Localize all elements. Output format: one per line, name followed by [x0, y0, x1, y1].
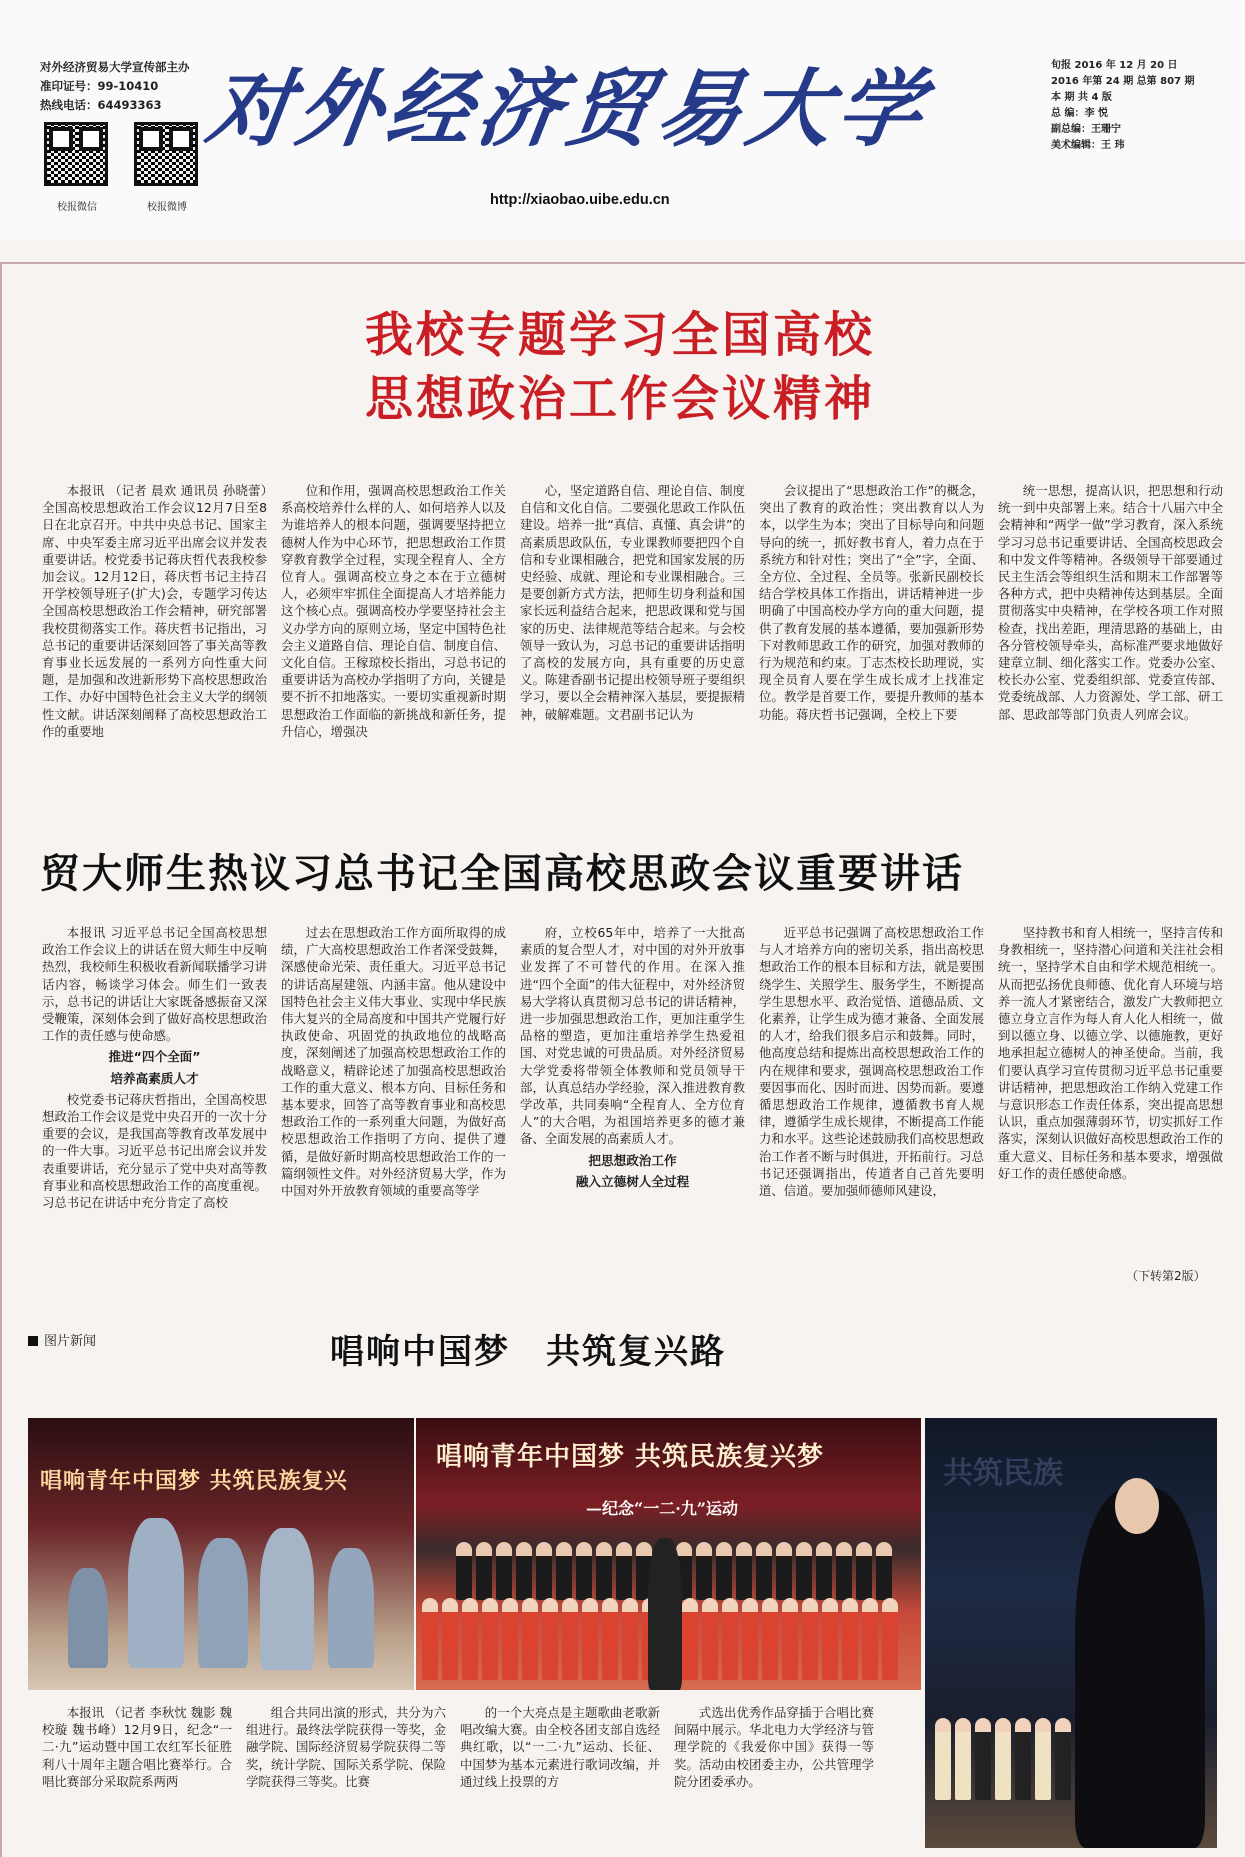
- issue-date: 旬报 2016 年 12 月 20 日: [1051, 60, 1178, 71]
- website-url[interactable]: http://xiaobao.uibe.edu.cn: [490, 192, 670, 208]
- photo-news-column: [42, 1704, 232, 1850]
- photo-banner-text: 唱响青年中国梦 共筑民族复兴梦: [436, 1442, 825, 1472]
- photo-news-label-text: 图片新闻: [44, 1334, 97, 1349]
- performer-figure: [68, 1568, 108, 1668]
- choir-row: [935, 1718, 1071, 1800]
- conductor-figure: [648, 1538, 682, 1690]
- photo-banner-text: 唱响青年中国梦 共筑民族复兴: [40, 1468, 348, 1494]
- qr-caption-wechat: 校报微信: [57, 202, 97, 213]
- square-bullet-icon: [28, 1336, 38, 1346]
- photo-banner-text: 共筑民族: [943, 1456, 1063, 1491]
- story2-column: [520, 924, 745, 1279]
- story1-text: 本报讯 （记者 晨欢 通讯员 孙晓蕾）全国高校思想政治工作会议12月7日至8日在北京召开。中共中央总书记、国家主席、中央军委主席习近平出席会议并发表重要讲话。校党委书记蒋庆哲代表我校参加会议。12月12日，蒋庆哲书记主持召开学校领导班子(扩大)会，专题学习传达全国高校思想政治工作会精神，研究部署我校贯彻落实工作。蒋庆哲书记指出，习总书记的重要讲话深刻回答了事关高等教育事业长远发展的一系列方向性重大问题，是加强和改进新形势下高校思想政治工作、办好中国特色社会主义大学的纲领性文献。讲话深刻阐释了高校思想政治工作的重要地: [42, 483, 267, 739]
- issue-number: 2016 年第 24 期 总第 807 期: [1051, 76, 1195, 87]
- story2-text: 近平总书记强调了高校思想政治工作与人才培养方向的密切关系，指出高校思想政治工作的根本目标和方法，就是要围绕学生、关照学生、服务学生，不断提高学生思想水平、政治觉悟、道德品质、文化素养，让学生成为德才兼备、全面发展的人才，给我们很多启示和鼓舞。同时，他高度总结和提炼出高校思想政治工作的内在规律和要求，强调高校思想政治工作要因事而化、因时而进、因势而新。要遵循思想政治工作规律，遵循教书育人规律，遵循学生成长规律，不断提高工作能力和水平。这些论述鼓励我们高校思想政治工作者不断与时俱进，开拓前行。习总书记还强调指出，传道者自己首先要明道、信道。要加强师德师风建设，: [759, 925, 984, 1199]
- story1-column: [759, 482, 984, 820]
- story2-text: 坚持教书和育人相统一，坚持言传和身教相统一，坚持潜心问道和关注社会相统一，坚持学术自由和学术规范相统一。从而把弘扬优良师德、优化育人环境与培养一流人才紧密结合，激发广大教师把立德立身立言作为每人育人化人相统一，做到以德立身、以德立学、以德施教，更好地承担起立德树人的神圣使命。当前，我们要认真学习宣传贯彻习近平总书记重要讲话精神，把思想政治工作纳入党建工作与意识形态工作责任体系，突出提高思想认识，重点加强薄弱环节，切实抓好工作落实，深刻认识做好高校思想政治工作的重大意义、目标任务和基本要求，增强做好工作的责任感使命感。: [998, 925, 1223, 1181]
- qr-caption-weibo: 校报微博: [147, 202, 187, 213]
- story2-text: 府，立校65年中，培养了一大批高素质的复合型人才，对中国的对外开放事业发挥了不可替代的作用。在深入推进“四个全面”的伟大征程中，对外经济贸易大学将认真贯彻习总书记的讲话精神，进一步加强思想政治工作，更加注重学生品格的塑造，更加注重培养学生热爱祖国、对党忠诚的可贵品质。对外经济贸易大学党委将带领全体教师和党员领导干部，认真总结办学经验，深入推进教育教学改革，共同奏响“全程育人、全方位育人”的大合唱，为祖国培养更多的德才兼备、全面发展的高素质人才。: [520, 925, 745, 1147]
- qr-codes: [44, 122, 198, 186]
- performer-figure: [128, 1518, 184, 1668]
- story1-text: 心，坚定道路自信、理论自信、制度自信和文化自信。二要强化思政工作队伍建设。培养一批“真信、真懂、真会讲”的高素质思政队伍，专业课教师要把四个自信和专业课相融合，把党和国家发展的历史经验、成就、理论和专业课相融合。三是要创新方式方法，把师生切身利益和国家长远利益结合起来，把思政课和党与国家的历史、法律规范等结合起来。与会校领导一致认为，习总书记的重要讲话指明了高校的发展方向，具有重要的历史意义。陈建香副书记提出校领导班子要组织学习，要以全会精神深入基层，要提振精神，破解难题。文君副书记认为: [520, 483, 745, 722]
- issue-info: [1051, 58, 1241, 154]
- continue-note: （下转第2版）: [1126, 1269, 1206, 1283]
- photo-conductor: [925, 1418, 1217, 1848]
- story2-subhead: 把思想政治工作: [588, 1152, 677, 1168]
- photo-news-text: 本报讯 （记者 李秋忱 魏影 魏校璇 魏书峰）12月9日，纪念“一二·九”运动暨中国工农红军长征胜利八十周年主题合唱比赛举行。合唱比赛部分采取院系两两: [42, 1705, 232, 1789]
- hotline-line: 热线电话：64493363: [40, 98, 162, 112]
- story2-column: [759, 924, 984, 1279]
- story2-column: [998, 924, 1223, 1279]
- story2-text: 本报讯 习近平总书记全国高校思想政治工作会议上的讲话在贸大师生中反响热烈，我校师生积极收看新闻联播学习讲话内容，畅谈学习体会。师生们一致表示，总书记的讲话让大家既备感振奋又深受鞭策，深刻体会到了做好高校思想政治工作的责任感与使命感。: [42, 925, 267, 1044]
- story2-body: [42, 924, 1223, 1279]
- story1-column: [998, 482, 1223, 820]
- conductor-figure: [1075, 1488, 1205, 1848]
- story1-text: 统一思想，提高认识，把思想和行动统一到中央部署上来。结合十八届六中全会精神和“两学一做”学习教育，深入系统学习习总书记重要讲话、全国高校思政会和中发文件等精神。各级领导干部要通过民主生活会等组织生活和期末工作部署等各种方式，把中央精神传达到基层。全面贯彻落实中央精神，在学校各项工作对照检查，找出差距，理清思路的基础上，由各分管校领导牵头，高标准严要求地做好建章立制、细化落实工作。党委办公室、校长办公室、党委组织部、党委宣传部、党委统战部、人力资源处、学工部、研工部、思政部等部门负责人列席会议。: [998, 483, 1223, 722]
- chief-editor: 总 编：李 悦: [1051, 108, 1108, 119]
- story2-subhead: 推进“四个全面”: [108, 1049, 201, 1065]
- photo-choir-stage: [416, 1418, 921, 1690]
- photo-news-column: [460, 1704, 660, 1850]
- deputy-editor: 副总编：王珊宁: [1051, 124, 1121, 135]
- weibo-qr-code[interactable]: [134, 122, 198, 186]
- story1-column: [520, 482, 745, 820]
- wechat-qr-code[interactable]: [44, 122, 108, 186]
- story2-subhead: 培养高素质人才: [110, 1070, 199, 1086]
- photo-news-text: 的一个大亮点是主题歌曲老歌新唱改编大赛。由全校各团支部自选经典红歌，以“一二·九”运动、长征、中国梦为基本元素进行歌词改编，并通过线上投票的方: [460, 1705, 660, 1789]
- photo-news-column: [246, 1704, 446, 1850]
- story2-text: 校党委书记蒋庆哲指出，全国高校思想政治工作会议是党中央召开的一次十分重要的会议，是我国高等教育改革发展中的一件大事。习近平总书记出席会议并发表重要讲话，充分显示了党中央对高等教育事业和高校思想政治工作的高度重视。习总书记在讲话中充分肯定了高校: [42, 1091, 267, 1211]
- publisher-line: 对外经济贸易大学宣传部主办: [40, 60, 190, 74]
- story1-text: 会议提出了“思想政治工作”的概念，突出了教育的政治性；突出教育以人为本，以学生为本；突出了目标导向和问题导向的统一，抓好教书育人，着力点在于系统方和针对性；突出了“全”字，全面、全方位、全过程、全员等。张新民副校长结合学校具体工作指出，讲话精神进一步明确了中国高校办学方向的重大问题，提供了教育发展的基本遵循，要加强新形势下对教师思政工作的研究，加强对教师的行为规范和约束。丁志杰校长助理说，实现全员育人要在学生成长成才上找准定位。教学是首要工作，要提升教师的基本功能。蒋庆哲书记强调，全校上下要: [759, 483, 984, 722]
- photo-dance-performance: [28, 1418, 414, 1690]
- photo-news-headline: 唱响中国梦 共筑复兴路: [330, 1332, 726, 1372]
- art-editor: 美术编辑：王 玮: [1051, 140, 1125, 151]
- performer-figure: [260, 1528, 314, 1670]
- performer-figure: [198, 1538, 248, 1668]
- conductor-face: [1115, 1478, 1159, 1534]
- story2-headline: 贸大师生热议习总书记全国高校思政会议重要讲话: [40, 850, 964, 897]
- story1-headline-line1: 我校专题学习全国高校: [364, 307, 875, 363]
- story2-column: [42, 924, 267, 1279]
- permit-line: 准印证号：99-10410: [40, 79, 159, 93]
- photo-news-column: [674, 1704, 874, 1850]
- photo-news-text: 组合共同出演的形式，共分为六组进行。最终法学院获得一等奖，金融学院、国际经济贸易学院获得二等奖，统计学院、国际关系学院、保险学院获得三等奖。比赛: [246, 1705, 446, 1789]
- photo-banner-subtitle: —纪念“一二·九”运动: [586, 1499, 738, 1518]
- masthead: [0, 0, 1245, 240]
- publisher-info: [40, 58, 225, 115]
- story1-text: 位和作用，强调高校思想政治工作关系高校培养什么样的人、如何培养人以及为谁培养人的根本问题，强调要坚持把立德树人作为中心环节，把思想政治工作贯穿教育教学全过程，实现全程育人、全方位育人。强调高校立身之本在于立德树人，必须牢牢抓住全面提高人才培养能力这个核心点。强调高校办学要坚持社会主义办学方向的原则立场，坚定中国特色社会主义道路自信、理论自信、制度自信、文化自信。王稼琼校长指出，习总书记的重要讲话为高校办学指明了方向，关键是要不折不扣地落实。一要切实重视新时期思想政治工作面临的新挑战和新任务，提升信心，增强决: [281, 483, 506, 739]
- newspaper-logo: 对外经济贸易大学: [200, 59, 935, 158]
- story2-text: 过去在思想政治工作方面所取得的成绩，广大高校思想政治工作者深受鼓舞，深感使命光荣、责任重大。习近平总书记的讲话高屋建瓴、内涵丰富。他从建设中国特色社会主义伟大事业、实现中华民族伟大复兴的全局高度和中国共产党履行好执政使命、巩固党的执政地位的战略高度，深刻阐述了加强高校思想政治工作的战略意义，精辟论述了加强高校思想政治工作的重大意义、根本方向、目标任务和基本要求，回答了高等教育事业和高校思想政治工作的一系列重大问题，为做好高校思想政治工作指明了方向、提供了遵循，是做好新时期高校思想政治工作的一篇纲领性文件。对外经济贸易大学，作为中国对外开放教育领域的重要高等学: [281, 925, 506, 1199]
- photo-news-body: [42, 1704, 874, 1850]
- photo-news-label: [28, 1330, 96, 1349]
- story1-headline-line2: 思想政治工作会议精神: [364, 371, 875, 427]
- story1-column: [281, 482, 506, 820]
- story1-body: [42, 482, 1223, 820]
- photo-news-text: 式选出优秀作品穿插于合唱比赛间隔中展示。华北电力大学经济与管理学院的《我爱你中国》获得一等奖。活动由校团委主办，公共管理学院分团委承办。: [674, 1705, 874, 1789]
- performer-figure: [328, 1548, 374, 1668]
- story2-column: [281, 924, 506, 1279]
- page-count: 本 期 共 4 版: [1051, 92, 1112, 103]
- story1-column: [42, 482, 267, 820]
- story2-subhead: 融入立德树人全过程: [575, 1173, 690, 1189]
